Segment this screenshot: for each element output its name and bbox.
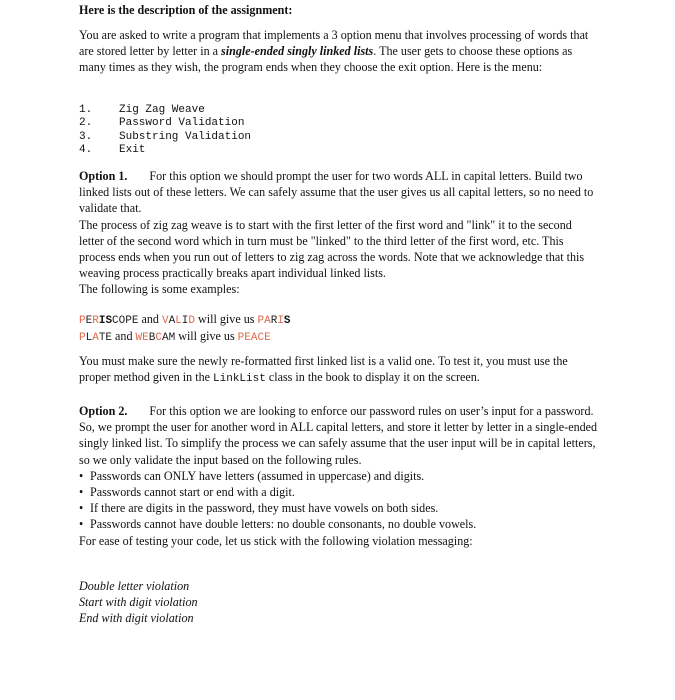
option1-examples-intro: The following is some examples: — [79, 282, 240, 297]
letter-segment: PA — [257, 315, 271, 327]
menu-listing — [79, 104, 599, 157]
bullet-icon: • — [79, 517, 84, 532]
letter-segment: E — [85, 315, 93, 327]
intro-heading: Here is the description of the assignment: — [79, 3, 293, 17]
menu-item-number: 3. — [79, 130, 93, 143]
intro-emphasis: single-ended singly linked lists — [221, 44, 374, 59]
menu-item-number: 1. — [79, 104, 93, 116]
intro-paragraph — [79, 27, 599, 76]
menu-item — [79, 144, 599, 157]
option2-process: So, we prompt the user for another word in ALL capital letters, and store it letter by letter in a single-ended singly linked list. To simplify the process we can safely assume that the user input will be in capital letters, so we only validate the input based on the following rules. — [79, 420, 598, 467]
menu-item-number: 2. — [79, 117, 93, 130]
violation-message: Double letter violation — [79, 579, 190, 593]
menu-item — [79, 104, 599, 117]
letter-segment: I — [181, 315, 189, 327]
example-result-word — [238, 332, 271, 344]
option2-intro: For this option we are looking to enforce our password rules on user’s input for a password. — [149, 404, 594, 418]
rule-item — [79, 516, 599, 532]
rule-text: Passwords cannot have double letters: no double consonants, no double vowels. — [90, 517, 477, 532]
bullet-icon: • — [79, 485, 84, 500]
examples-list — [79, 311, 599, 345]
letter-segment: P — [79, 332, 86, 344]
option1-validation-paragraph — [79, 353, 599, 387]
violation-message: End with digit violation — [79, 611, 194, 626]
option1-label: Option 1. — [79, 169, 128, 183]
example-second-word — [136, 332, 176, 344]
letter-segment: P — [79, 315, 86, 327]
letter-segment: A — [168, 315, 176, 327]
letter-segment: E — [142, 332, 149, 344]
example-line — [79, 328, 599, 345]
letter-segment: D — [188, 315, 196, 327]
rule-item — [79, 484, 599, 500]
example-connector: will give us — [195, 312, 258, 326]
menu-item-label: Zig Zag Weave — [119, 104, 205, 116]
menu-item-label: Password Validation — [119, 117, 245, 130]
example-connector: and — [112, 329, 136, 343]
menu-item-label: Exit — [119, 143, 146, 156]
rule-text: Passwords can ONLY have letters (assumed in uppercase) and digits. — [90, 468, 425, 483]
letter-segment: COPE — [112, 315, 139, 327]
letter-segment: V — [161, 315, 169, 327]
letter-segment: L — [175, 315, 182, 327]
option1-intro: For this option we should prompt the user for two words ALL in capital letters. Build two linked lists out of these letters. We can safely assume that the user gives us all capital letters, so no need to validate that. — [79, 169, 594, 216]
bullet-icon: • — [79, 501, 84, 516]
option2-section — [79, 403, 599, 549]
letter-segment: I — [277, 315, 284, 327]
example-first-word — [79, 315, 138, 327]
letter-segment: S — [105, 315, 113, 327]
example-first-word — [79, 332, 112, 344]
intro-text-b: . The user gets to choose these options as many times as they wish, the program ends when they choose the exit option. Here is the menu: — [79, 44, 573, 75]
letter-segment: AM — [161, 332, 176, 344]
letter-segment: R — [270, 315, 278, 327]
option1-section — [79, 168, 599, 298]
rule-text: Passwords cannot start or end with a digit. — [90, 485, 295, 500]
example-result-word — [258, 315, 291, 327]
example-second-word — [162, 315, 195, 327]
rule-item — [79, 468, 599, 484]
violation-list — [79, 578, 599, 627]
rule-text: If there are digits in the password, they must have vowels on both sides. — [90, 501, 439, 516]
letter-segment: PEACE — [237, 332, 271, 344]
option2-label: Option 2. — [79, 404, 128, 418]
option1-process: The process of zig zag weave is to start with the first letter of the first word and "link" it to the second letter of the second word which in turn must be "linked" to the third letter of the first word, etc. This process ends when you run out of letters to zig zag across the words. Note that we acknowledge that this weaving process practically breaks apart individual linked lists. — [79, 217, 585, 281]
violation-message: Start with digit violation — [79, 595, 198, 610]
option1-validation-text-b: class in the book to display it on the screen. — [265, 370, 480, 385]
letter-segment: C — [155, 332, 162, 344]
bullet-icon: • — [79, 468, 84, 483]
option1-validation-text-a: You must make sure the newly re-formatted first linked list is a valid one. To test it, you must use the proper method given in the — [79, 354, 568, 385]
menu-item-number: 4. — [79, 143, 93, 156]
letter-segment: B — [148, 332, 156, 344]
linklist-code: LinkList — [213, 373, 266, 386]
letter-segment: S — [283, 315, 291, 327]
menu-item — [79, 117, 599, 130]
example-connector: will give us — [175, 329, 238, 343]
letter-segment: W — [135, 332, 143, 344]
option2-violation-intro: For ease of testing your code, let us stick with the following violation messaging: — [79, 533, 473, 548]
letter-segment: TE — [98, 332, 113, 344]
letter-segment: R — [92, 315, 99, 327]
example-line — [79, 311, 599, 328]
menu-item — [79, 131, 599, 144]
intro-text-a: You are asked to write a program that implements a 3 option menu that involves processing of words that are stored letter by letter in a — [79, 28, 589, 59]
rule-item — [79, 500, 599, 516]
letter-segment: A — [92, 332, 99, 344]
letter-segment: L — [85, 332, 93, 344]
example-connector: and — [138, 312, 162, 326]
menu-item-label: Substring Validation — [119, 130, 252, 143]
letter-segment: I — [98, 315, 106, 327]
